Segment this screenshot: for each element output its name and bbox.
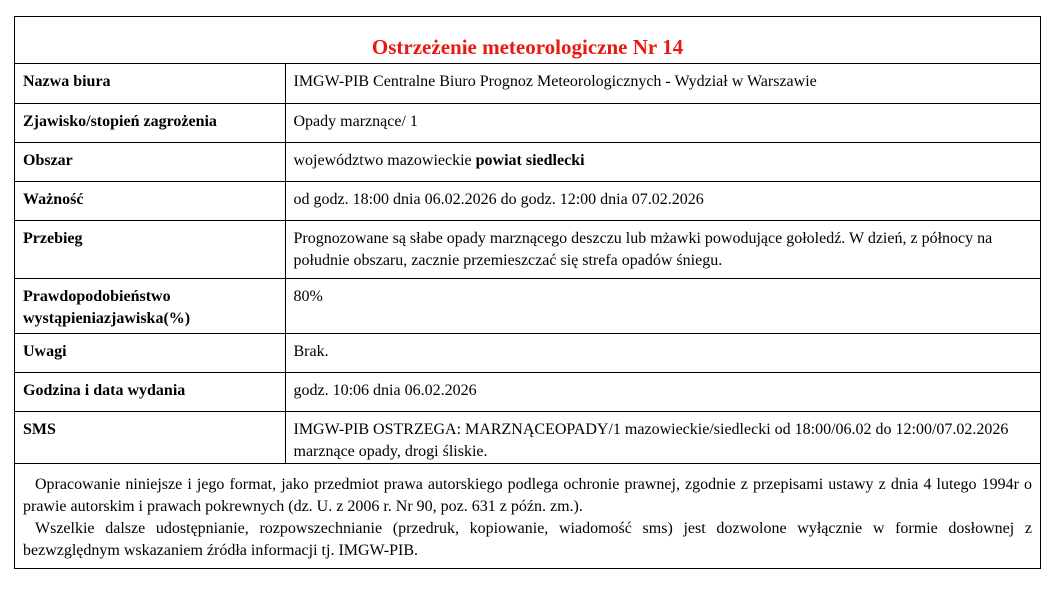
- warning-document: [14, 16, 1041, 569]
- distribution-paragraph: Wszelkie dalsze udostępnianie, rozpowszechnianie (przedruk, kopiowanie, wiadomość sms) jest dozwolone wyłącznie w formie dosłownej z bezwzględnym wskazaniem źródła informacji tj. IMGW-PIB.: [23, 519, 1032, 559]
- row-value-office: IMGW-PIB Centralne Biuro Prognoz Meteorologicznych - Wydział w Warszawie: [285, 64, 1040, 103]
- copyright-paragraph: Opracowanie niniejsze i jego format, jako przedmiot prawa autorskiego podlega ochronie prawnej, zgodnie z przepisami ustawy z dnia 4 lutego 1994r o prawie autorskim i prawach pokrewnych (dz. U. z 2006 r. Nr 90, poz. 631 z późn. zm.).: [23, 475, 1032, 515]
- table-row: [15, 372, 1040, 411]
- row-value-course: Prognozowane są słabe opady marznącego deszczu lub mżawki powodujące gołoledź. W dzień, z północy na południe obszaru, zacznie przemieszczać się strefa opadów śniegu.: [285, 220, 1040, 278]
- table-row: [15, 181, 1040, 220]
- area-county: powiat siedlecki: [475, 151, 585, 169]
- row-label-sms: SMS: [15, 411, 285, 463]
- row-label-area: Obszar: [15, 142, 285, 181]
- row-label-validity: Ważność: [15, 181, 285, 220]
- row-label-remarks: Uwagi: [15, 333, 285, 372]
- row-value-sms: IMGW-PIB OSTRZEGA: MARZNĄCEOPADY/1 mazowieckie/siedlecki od 18:00/06.02 do 12:00/07.02.2026 marznące opady, drogi śliskie.: [285, 411, 1040, 463]
- table-row: [15, 411, 1040, 463]
- area-voivodeship: województwo mazowieckie: [293, 151, 476, 169]
- table-row: [15, 64, 1040, 103]
- row-label-issued: Godzina i data wydania: [15, 372, 285, 411]
- row-label-probability: Prawdopodobieństwo wystąpieniazjawiska(%): [15, 278, 285, 333]
- table-row: [15, 142, 1040, 181]
- row-value-remarks: Brak.: [285, 333, 1040, 372]
- row-label-phenomenon: Zjawisko/stopień zagrożenia: [15, 103, 285, 142]
- warning-info-table: [15, 64, 1040, 464]
- row-value-validity: od godz. 18:00 dnia 06.02.2026 do godz. 12:00 dnia 07.02.2026: [285, 181, 1040, 220]
- row-value-phenomenon: Opady marznące/ 1: [285, 103, 1040, 142]
- warning-title: Ostrzeżenie meteorologiczne Nr 14: [371, 35, 684, 59]
- row-label-course: Przebieg: [15, 220, 285, 278]
- row-value-probability: 80%: [285, 278, 1040, 333]
- row-value-issued: godz. 10:06 dnia 06.02.2026: [285, 372, 1040, 411]
- row-label-office: Nazwa biura: [15, 64, 285, 103]
- copyright-footer: [15, 464, 1040, 568]
- row-value-area: [285, 142, 1040, 181]
- table-row: [15, 103, 1040, 142]
- table-row: [15, 220, 1040, 278]
- table-row: [15, 333, 1040, 372]
- table-row: [15, 278, 1040, 333]
- title-row: [15, 17, 1040, 64]
